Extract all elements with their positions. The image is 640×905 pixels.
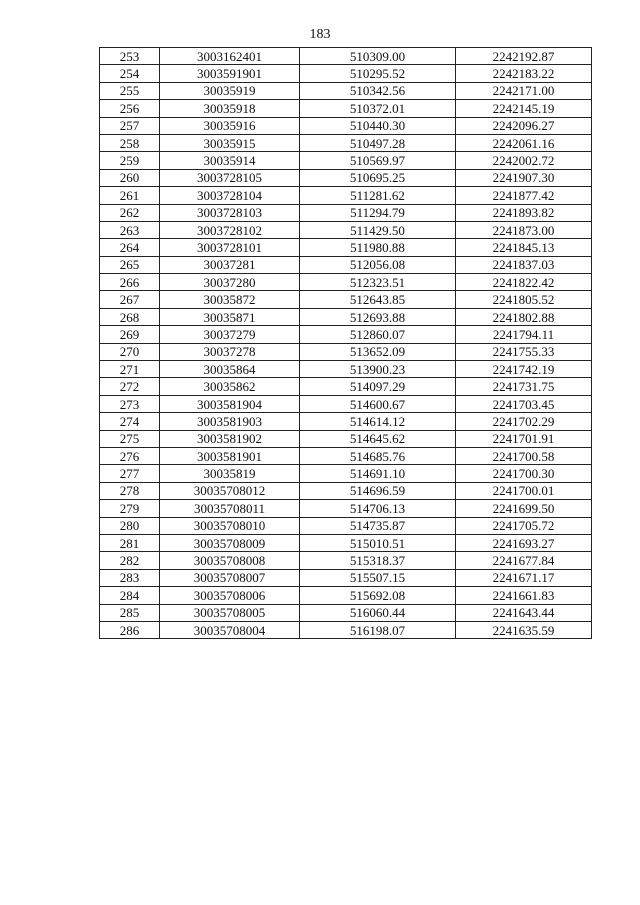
point-id-cell: 3003581901 (160, 447, 300, 464)
y-coordinate-cell: 2241699.50 (456, 500, 592, 517)
table-row (100, 378, 592, 395)
table-row (100, 604, 592, 621)
y-coordinate-cell: 2241802.88 (456, 308, 592, 325)
x-coordinate-cell: 512323.51 (300, 274, 456, 291)
table-row (100, 621, 592, 638)
x-coordinate-cell: 511281.62 (300, 187, 456, 204)
point-number-cell: 258 (100, 134, 160, 151)
point-id-cell: 3003728104 (160, 187, 300, 204)
point-id-cell: 3003728105 (160, 169, 300, 186)
point-id-cell: 30035708004 (160, 621, 300, 638)
x-coordinate-cell: 514645.62 (300, 430, 456, 447)
point-number-cell: 259 (100, 152, 160, 169)
x-coordinate-cell: 511294.79 (300, 204, 456, 221)
point-id-cell: 30035708007 (160, 569, 300, 586)
y-coordinate-cell: 2241702.29 (456, 413, 592, 430)
table-row (100, 447, 592, 464)
table-row (100, 239, 592, 256)
y-coordinate-cell: 2241635.59 (456, 621, 592, 638)
x-coordinate-cell: 514735.87 (300, 517, 456, 534)
point-number-cell: 263 (100, 221, 160, 238)
y-coordinate-cell: 2241845.13 (456, 239, 592, 256)
table-row (100, 187, 592, 204)
x-coordinate-cell: 511980.88 (300, 239, 456, 256)
point-number-cell: 270 (100, 343, 160, 360)
point-id-cell: 30035915 (160, 134, 300, 151)
point-number-cell: 276 (100, 447, 160, 464)
table-row (100, 291, 592, 308)
point-number-cell: 284 (100, 587, 160, 604)
point-id-cell: 30035918 (160, 100, 300, 117)
y-coordinate-cell: 2242192.87 (456, 48, 592, 65)
y-coordinate-cell: 2241693.27 (456, 534, 592, 551)
table-body (100, 48, 592, 639)
y-coordinate-cell: 2241700.30 (456, 465, 592, 482)
x-coordinate-cell: 510295.52 (300, 65, 456, 82)
table-row (100, 204, 592, 221)
x-coordinate-cell: 512693.88 (300, 308, 456, 325)
table-row (100, 326, 592, 343)
x-coordinate-cell: 510695.25 (300, 169, 456, 186)
x-coordinate-cell: 516060.44 (300, 604, 456, 621)
y-coordinate-cell: 2241731.75 (456, 378, 592, 395)
point-id-cell: 3003728101 (160, 239, 300, 256)
x-coordinate-cell: 512056.08 (300, 256, 456, 273)
table-row (100, 534, 592, 551)
point-number-cell: 277 (100, 465, 160, 482)
point-id-cell: 30035708009 (160, 534, 300, 551)
point-id-cell: 3003581904 (160, 395, 300, 412)
point-id-cell: 30037281 (160, 256, 300, 273)
point-id-cell: 3003591901 (160, 65, 300, 82)
y-coordinate-cell: 2241701.91 (456, 430, 592, 447)
table-row (100, 430, 592, 447)
table-row (100, 500, 592, 517)
y-coordinate-cell: 2242096.27 (456, 117, 592, 134)
point-number-cell: 268 (100, 308, 160, 325)
x-coordinate-cell: 514706.13 (300, 500, 456, 517)
point-number-cell: 274 (100, 413, 160, 430)
point-number-cell: 278 (100, 482, 160, 499)
y-coordinate-cell: 2241873.00 (456, 221, 592, 238)
table-row (100, 517, 592, 534)
point-id-cell: 30035819 (160, 465, 300, 482)
point-number-cell: 261 (100, 187, 160, 204)
point-id-cell: 3003162401 (160, 48, 300, 65)
table-row (100, 308, 592, 325)
x-coordinate-cell: 510569.97 (300, 152, 456, 169)
point-number-cell: 265 (100, 256, 160, 273)
point-number-cell: 275 (100, 430, 160, 447)
x-coordinate-cell: 514600.67 (300, 395, 456, 412)
table-row (100, 465, 592, 482)
point-number-cell: 280 (100, 517, 160, 534)
point-number-cell: 255 (100, 82, 160, 99)
x-coordinate-cell: 514691.10 (300, 465, 456, 482)
point-id-cell: 30035919 (160, 82, 300, 99)
y-coordinate-cell: 2241822.42 (456, 274, 592, 291)
point-number-cell: 273 (100, 395, 160, 412)
point-id-cell: 30035708011 (160, 500, 300, 517)
point-number-cell: 267 (100, 291, 160, 308)
point-number-cell: 256 (100, 100, 160, 117)
point-number-cell: 271 (100, 361, 160, 378)
y-coordinate-cell: 2241700.58 (456, 447, 592, 464)
y-coordinate-cell: 2241705.72 (456, 517, 592, 534)
x-coordinate-cell: 514097.29 (300, 378, 456, 395)
table-row (100, 274, 592, 291)
table-row (100, 169, 592, 186)
table-row (100, 48, 592, 65)
point-number-cell: 266 (100, 274, 160, 291)
y-coordinate-cell: 2241671.17 (456, 569, 592, 586)
x-coordinate-cell: 515318.37 (300, 552, 456, 569)
point-id-cell: 30037279 (160, 326, 300, 343)
point-number-cell: 254 (100, 65, 160, 82)
coordinates-table (99, 47, 592, 639)
point-number-cell: 281 (100, 534, 160, 551)
x-coordinate-cell: 512860.07 (300, 326, 456, 343)
table-row (100, 587, 592, 604)
point-id-cell: 30035871 (160, 308, 300, 325)
point-id-cell: 30035708006 (160, 587, 300, 604)
x-coordinate-cell: 514614.12 (300, 413, 456, 430)
y-coordinate-cell: 2241893.82 (456, 204, 592, 221)
point-number-cell: 283 (100, 569, 160, 586)
point-number-cell: 257 (100, 117, 160, 134)
point-number-cell: 285 (100, 604, 160, 621)
point-id-cell: 30035872 (160, 291, 300, 308)
table-row (100, 100, 592, 117)
table-row (100, 361, 592, 378)
x-coordinate-cell: 510497.28 (300, 134, 456, 151)
y-coordinate-cell: 2242183.22 (456, 65, 592, 82)
point-id-cell: 30035914 (160, 152, 300, 169)
x-coordinate-cell: 510372.01 (300, 100, 456, 117)
y-coordinate-cell: 2241755.33 (456, 343, 592, 360)
table-row (100, 413, 592, 430)
table-row (100, 134, 592, 151)
y-coordinate-cell: 2241907.30 (456, 169, 592, 186)
point-id-cell: 30035862 (160, 378, 300, 395)
point-number-cell: 262 (100, 204, 160, 221)
x-coordinate-cell: 515010.51 (300, 534, 456, 551)
x-coordinate-cell: 514685.76 (300, 447, 456, 464)
point-id-cell: 30037280 (160, 274, 300, 291)
table-row (100, 82, 592, 99)
y-coordinate-cell: 2241703.45 (456, 395, 592, 412)
y-coordinate-cell: 2241742.19 (456, 361, 592, 378)
point-number-cell: 282 (100, 552, 160, 569)
point-id-cell: 30035864 (160, 361, 300, 378)
point-number-cell: 286 (100, 621, 160, 638)
table-row (100, 152, 592, 169)
point-id-cell: 30037278 (160, 343, 300, 360)
y-coordinate-cell: 2241805.52 (456, 291, 592, 308)
point-id-cell: 3003728103 (160, 204, 300, 221)
table-row (100, 343, 592, 360)
y-coordinate-cell: 2241700.01 (456, 482, 592, 499)
table-row (100, 117, 592, 134)
y-coordinate-cell: 2242145.19 (456, 100, 592, 117)
x-coordinate-cell: 516198.07 (300, 621, 456, 638)
y-coordinate-cell: 2242002.72 (456, 152, 592, 169)
point-number-cell: 269 (100, 326, 160, 343)
x-coordinate-cell: 510440.30 (300, 117, 456, 134)
point-number-cell: 260 (100, 169, 160, 186)
y-coordinate-cell: 2241877.42 (456, 187, 592, 204)
x-coordinate-cell: 512643.85 (300, 291, 456, 308)
point-id-cell: 3003728102 (160, 221, 300, 238)
y-coordinate-cell: 2241794.11 (456, 326, 592, 343)
y-coordinate-cell: 2242171.00 (456, 82, 592, 99)
point-id-cell: 30035708005 (160, 604, 300, 621)
x-coordinate-cell: 514696.59 (300, 482, 456, 499)
y-coordinate-cell: 2241677.84 (456, 552, 592, 569)
x-coordinate-cell: 513652.09 (300, 343, 456, 360)
point-id-cell: 30035708010 (160, 517, 300, 534)
y-coordinate-cell: 2241837.03 (456, 256, 592, 273)
point-number-cell: 272 (100, 378, 160, 395)
table-row (100, 65, 592, 82)
point-number-cell: 253 (100, 48, 160, 65)
page-number: 183 (309, 27, 331, 42)
point-number-cell: 279 (100, 500, 160, 517)
x-coordinate-cell: 511429.50 (300, 221, 456, 238)
table-row (100, 482, 592, 499)
table-row (100, 552, 592, 569)
table-row (100, 569, 592, 586)
table-row (100, 395, 592, 412)
point-id-cell: 3003581903 (160, 413, 300, 430)
y-coordinate-cell: 2241661.83 (456, 587, 592, 604)
x-coordinate-cell: 515692.08 (300, 587, 456, 604)
y-coordinate-cell: 2241643.44 (456, 604, 592, 621)
point-id-cell: 3003581902 (160, 430, 300, 447)
x-coordinate-cell: 510342.56 (300, 82, 456, 99)
table-row (100, 256, 592, 273)
point-id-cell: 30035916 (160, 117, 300, 134)
point-id-cell: 30035708012 (160, 482, 300, 499)
y-coordinate-cell: 2242061.16 (456, 134, 592, 151)
point-id-cell: 30035708008 (160, 552, 300, 569)
x-coordinate-cell: 510309.00 (300, 48, 456, 65)
table-row (100, 221, 592, 238)
x-coordinate-cell: 513900.23 (300, 361, 456, 378)
x-coordinate-cell: 515507.15 (300, 569, 456, 586)
point-number-cell: 264 (100, 239, 160, 256)
